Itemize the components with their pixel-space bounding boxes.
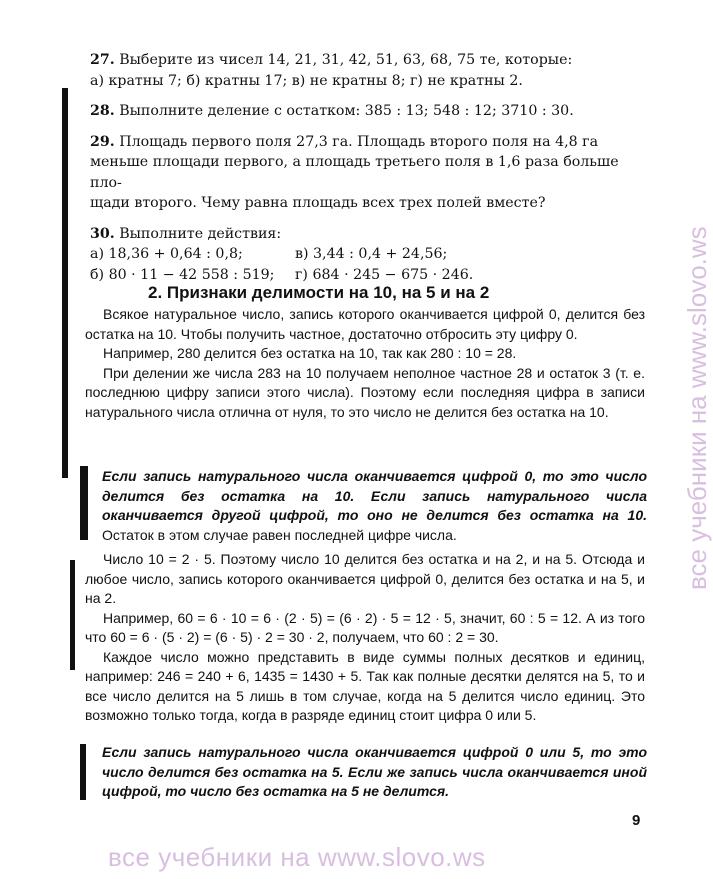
exercise-number: 29.: [90, 133, 115, 150]
scan-edge-mark-lower: [70, 560, 75, 670]
section-title: 2. Признаки делимости на 10, на 5 и на 2: [148, 283, 490, 302]
rule-note: Остаток в этом случае равен последней цифре числа.: [102, 526, 457, 543]
exercise-text: Выполните деление с остатком: 385 : 13; 548 : 12; 3710 : 30.: [119, 103, 574, 119]
exercise-item: а) 18,36 + 0,64 : 0,8;: [90, 246, 243, 262]
paragraph: При делении же числа 283 на 10 получаем неполное частное 28 и остаток 3 (т. е. последнюю цифру записи этого числа). Поэтому если последняя цифра в записи натурального числа отлична от нуля, то это число не делится без остатка на 10.: [85, 364, 645, 420]
watermark-side: все учебники на www.slovo.ws: [682, 226, 712, 590]
paragraph: Число 10 = 2 · 5. Поэтому число 10 делится без остатка и на 2, и на 5. Отсюда и любое число, запись которого оканчивается цифрой 0, делится без остатка и на 5, и на 2.: [85, 551, 645, 606]
exercise-text: Площадь первого поля 27,3 га. Площадь второго поля на 4,8 га: [119, 133, 599, 150]
exercise-29: [90, 132, 650, 153]
rule-text: Если запись натурального числа оканчивается цифрой 0, то это число делится без остатка на 10. Если запись натурального числа оканчивается другой цифрой, то оно не делится без остатка на 10.: [102, 468, 647, 523]
watermark-bottom: все учебники на www.slovo.ws: [108, 842, 486, 872]
exercise-30-row-1: [90, 244, 650, 265]
exercise-text: Выполните действия:: [119, 225, 282, 242]
exercise-30: [90, 224, 650, 245]
paragraph: Каждое число можно представить в виде суммы полных десятков и единиц, например: 246 = 240 + 6, 1435 = 1430 + 5. Так как полные десятки делятся на 5, то и все число делится на 5 лишь в том случае, когда на 5 делится число единиц. Это возможно только тогда, когда в разряде единиц стоит цифра 0 или 5.: [85, 648, 645, 723]
paragraph: Всякое натуральное число, запись которого оканчивается цифрой 0, делится без остатка на 10. Чтобы получить частное, достаточно отбросить эту цифру 0.: [85, 306, 645, 342]
paragraph: Например, 60 = 6 · 10 = 6 · (2 · 5) = (6 · 2) · 5 = 12 · 5, значит, 60 : 5 = 12. А из того что 60 = 6 · (5 · 2) = (6 · 5) · 2 = 30 · 2, получаем, что 60 : 2 = 30.: [85, 609, 645, 645]
rule-box-2: [102, 743, 647, 802]
exercise-block: [90, 50, 650, 285]
scan-edge-mark: [62, 88, 68, 478]
exercise-text: меньше площади первого, а площадь третьего поля в 1,6 раза больше пло-: [90, 154, 619, 191]
rule-box-1: [102, 467, 647, 545]
exercise-item: в) 3,44 : 0,4 + 24,56;: [295, 246, 448, 262]
exercise-item: г) 684 · 245 − 675 · 246.: [295, 266, 474, 283]
rule-margin-bar: [80, 466, 88, 540]
exercise-27: [90, 50, 650, 71]
exercise-item: б) 80 · 11 − 42 558 : 519;: [90, 266, 275, 283]
exercise-text: а) кратны 7; б) кратны 17; в) не кратны 8; г) не кратны 2.: [90, 72, 523, 89]
body-text-2: [85, 550, 645, 726]
exercise-number: 30.: [90, 225, 115, 242]
exercise-number: 27.: [90, 52, 115, 68]
paragraph: Например, 280 делится без остатка на 10, так как 280 : 10 = 28.: [103, 345, 517, 361]
rule-margin-bar-2: [80, 744, 86, 800]
exercise-28: [90, 101, 650, 122]
rule-text: Если запись натурального числа оканчивается цифрой 0 или 5, то это число делится без остатка на 5. Если же запись числа оканчивается иной цифрой, то число без остатка на 5 не делится.: [102, 744, 647, 799]
exercise-text: щади второго. Чему равна площадь всех трех полей вместе?: [90, 195, 546, 211]
page-number: 9: [632, 812, 641, 829]
exercise-number: 28.: [90, 103, 115, 119]
exercise-text: Выберите из чисел 14, 21, 31, 42, 51, 63, 68, 75 те, которые:: [119, 52, 573, 68]
body-text-1: [85, 305, 645, 422]
exercise-30-row-2: [90, 265, 650, 286]
